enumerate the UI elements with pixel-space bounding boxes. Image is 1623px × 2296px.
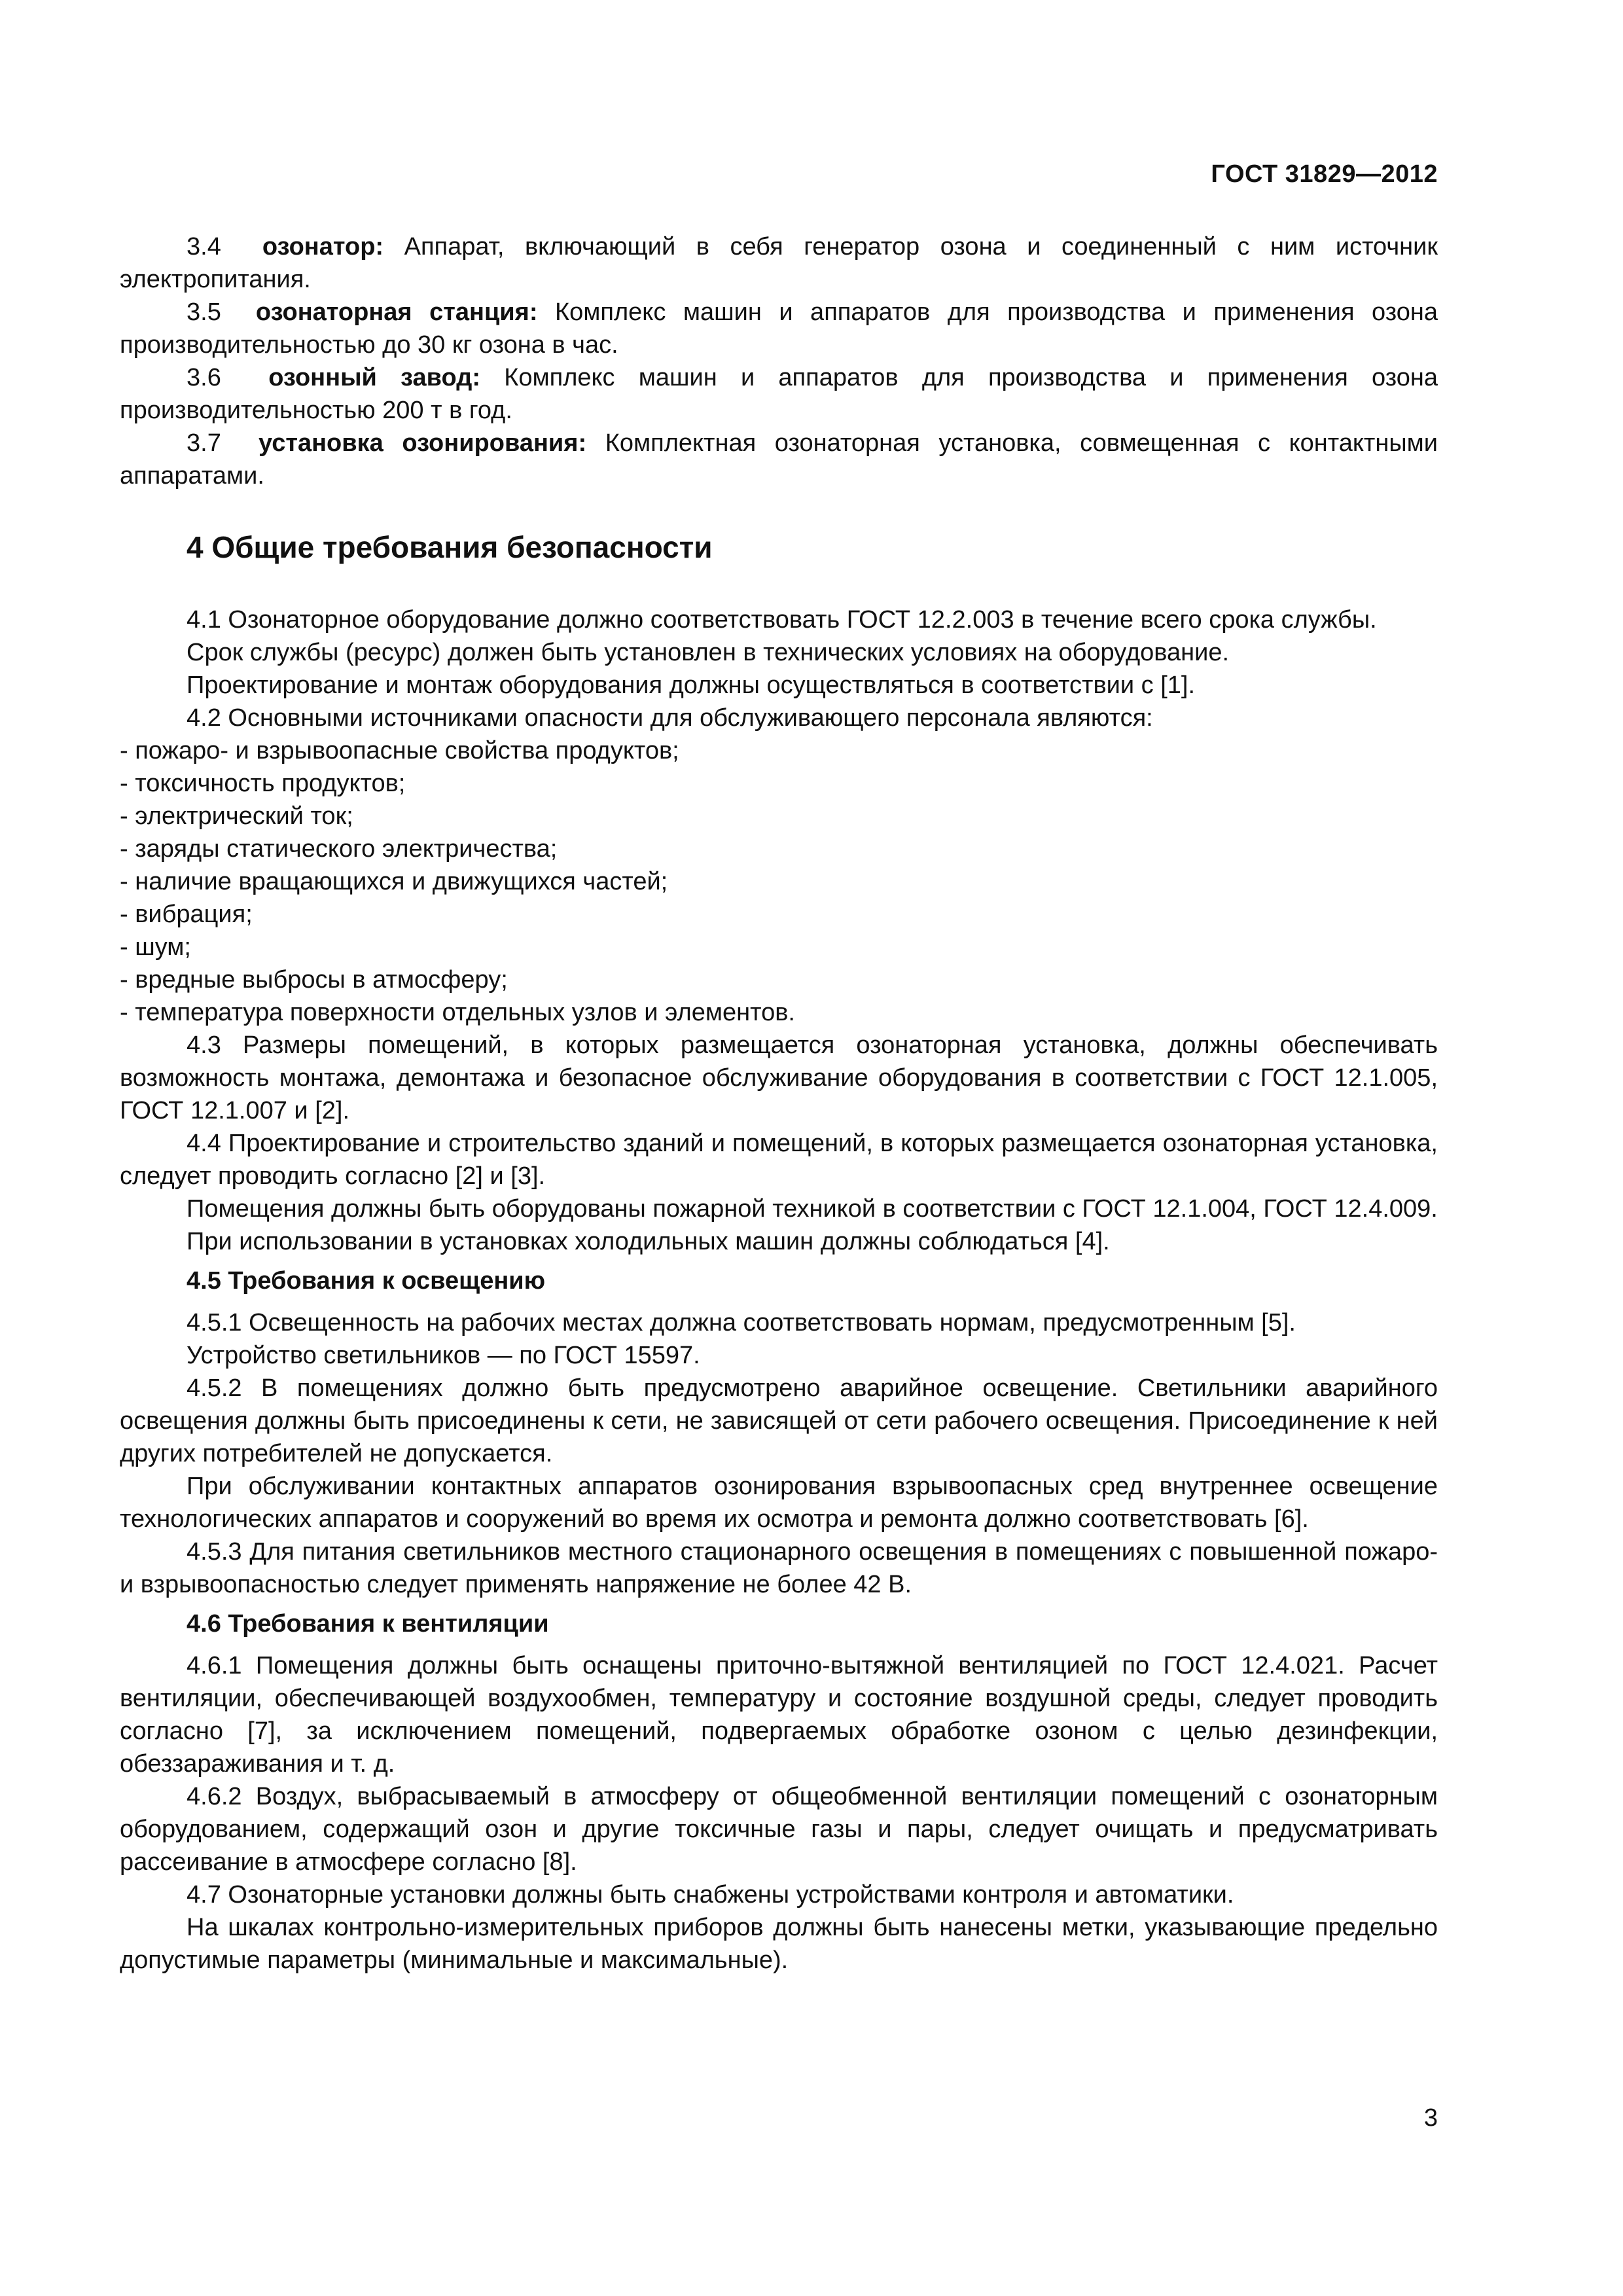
paragraph-4-4: 4.4 Проектирование и строительство зданий и помещений, в которых размещается озонаторная установка, следует проводить согласно [2] и [3]. [120, 1130, 1438, 1190]
definition-number: 3.5 [187, 298, 221, 326]
definition-number: 3.4 [187, 233, 221, 260]
paragraph-4-5-2: 4.5.2 В помещениях должно быть предусмотрено аварийное освещение. Светильники аварийного освещения должны быть присоединены к сети, не зависящей от сети рабочего освещения. Присоединение к ней других потребителей не допускается. [120, 1374, 1438, 1467]
definition-3-5 [120, 296, 1438, 361]
list-item: - шум; [120, 933, 191, 961]
page-number: 3 [1423, 2104, 1438, 2132]
paragraph-4-3: 4.3 Размеры помещений, в которых размещается озонаторная установка, должны обеспечивать возможность монтажа, демонтажа и безопасное обслуживание оборудования в соответствии с ГОСТ 12.1.005, ГОСТ 12.1.007 и [2]. [120, 1031, 1438, 1124]
definition-number: 3.6 [187, 364, 221, 391]
definition-number: 3.7 [187, 429, 221, 457]
paragraph-4-5-1: 4.5.1 Освещенность на рабочих местах должна соответствовать нормам, предусмотренным [5]. [187, 1309, 1296, 1336]
document-code: ГОСТ 31829—2012 [1211, 160, 1438, 188]
definition-term: озонаторная станция: [255, 298, 538, 326]
definition-3-7 [120, 427, 1438, 492]
definition-term: установка озонирования: [259, 429, 587, 457]
definition-text: Комплектная озонаторная установка, совмещенная с контактными аппаратами. [120, 429, 1438, 490]
list-item: - пожаро- и взрывоопасные свойства продуктов; [120, 737, 679, 764]
definition-3-4 [120, 230, 1438, 296]
paragraph-4-7: 4.7 Озонаторные установки должны быть снабжены устройствами контроля и автоматики. [187, 1881, 1234, 1909]
subsection-4-6-heading: 4.6 Требования к вентиляции [187, 1610, 549, 1638]
paragraph-4-6-2: 4.6.2 Воздух, выбрасываемый в атмосферу от общеобменной вентиляции помещений с озонаторным оборудованием, содержащий озон и другие токсичные газы и пары, следует очищать и предусматривать рассеивание в атмосфере согласно [8]. [120, 1783, 1438, 1876]
paragraph-4-4-refrigeration: При использовании в установках холодильных машин должны соблюдаться [4]. [187, 1228, 1110, 1255]
paragraph-4-1-design: Проектирование и монтаж оборудования должны осуществляться в соответствии с [1]. [187, 672, 1196, 699]
paragraph-4-7-scales: На шкалах контрольно-измерительных приборов должны быть нанесены метки, указывающие предельно допустимые параметры (минимальные и максимальные). [120, 1914, 1438, 1974]
list-item: - вредные выбросы в атмосферу; [120, 966, 508, 994]
subsection-4-5-heading: 4.5 Требования к освещению [187, 1267, 546, 1295]
definition-text: Комплекс машин и аппаратов для производства и применения озона производительностью до 30 кг озона в час. [120, 298, 1438, 359]
list-item: - заряды статического электричества; [120, 835, 558, 863]
paragraph-4-6-1: 4.6.1 Помещения должны быть оснащены приточно-вытяжной вентиляцией по ГОСТ 12.4.021. Расчет вентиляции, обеспечивающей воздухообмен, температуру и состояние воздушной среды, следует проводить согласно [7], за исключением помещений, подвергаемых обработке озоном с целью дезинфекции, обеззараживания и т. д. [120, 1652, 1438, 1778]
hazard-list [120, 734, 1438, 1029]
paragraph-4-5-1-fixtures: Устройство светильников — по ГОСТ 15597. [187, 1342, 700, 1369]
list-item: - токсичность продуктов; [120, 770, 406, 797]
paragraph-4-4-fire-equipment: Помещения должны быть оборудованы пожарной техникой в соответствии с ГОСТ 12.1.004, ГОСТ 12.4.009. [187, 1195, 1438, 1223]
definition-text: Комплекс машин и аппаратов для производства и применения озона производительностью 200 т в год. [120, 364, 1438, 424]
list-item: - наличие вращающихся и движущихся частей; [120, 868, 668, 895]
paragraph-4-5-3: 4.5.3 Для питания светильников местного стационарного освещения в помещениях с повышенной пожаро- и взрывоопасностью следует применять напряжение не более 42 В. [120, 1538, 1438, 1598]
paragraph-4-5-2-explosive: При обслуживании контактных аппаратов озонирования взрывоопасных сред внутреннее освещение технологических аппаратов и сооружений во время их осмотра и ремонта должно соответствовать [6]. [120, 1473, 1438, 1533]
document-body [120, 230, 1438, 1977]
paragraph-4-1-service-life: Срок службы (ресурс) должен быть установлен в технических условиях на оборудование. [187, 639, 1230, 666]
definition-3-6 [120, 361, 1438, 427]
list-item: - температура поверхности отдельных узлов и элементов. [120, 999, 795, 1026]
list-item: - электрический ток; [120, 802, 353, 830]
list-item: - вибрация; [120, 901, 253, 928]
section-4-heading: 4 Общие требования безопасности [187, 530, 713, 564]
definition-text: Аппарат, включающий в себя генератор озона и соединенный с ним источник электропитания. [120, 233, 1438, 293]
definition-term: озонатор: [262, 233, 384, 260]
paragraph-4-1: 4.1 Озонаторное оборудование должно соответствовать ГОСТ 12.2.003 в течение всего срока службы. [187, 606, 1377, 634]
paragraph-4-2: 4.2 Основными источниками опасности для обслуживающего персонала являются: [187, 704, 1153, 732]
definition-term: озонный завод: [268, 364, 480, 391]
